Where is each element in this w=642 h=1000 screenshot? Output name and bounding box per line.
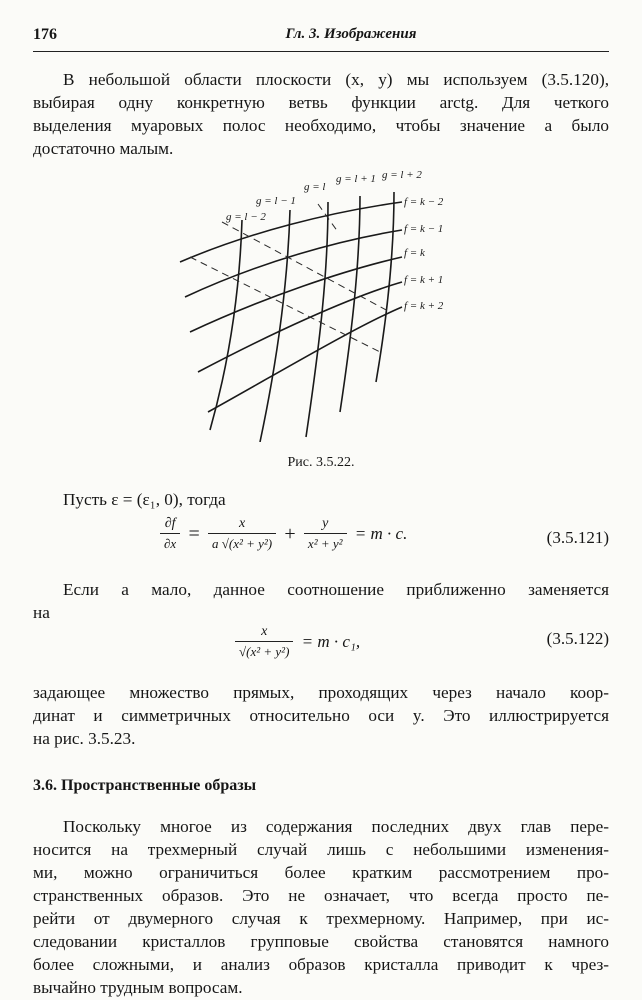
equation-number: (3.5.122): [546, 629, 609, 648]
denominator: ∂x: [164, 536, 177, 551]
intro-paragraph: [33, 68, 609, 160]
equation-3-5-121: [160, 515, 411, 553]
figure-labels: [226, 169, 444, 312]
header-rule: [33, 51, 609, 52]
denominator: √(x² + y²): [239, 644, 290, 659]
text-line: В небольшой области плоскости (x, y) мы используем (3.5.120),: [63, 70, 609, 89]
fraction-term1: [208, 515, 276, 553]
running-title: Гл. 3. Изображения: [285, 26, 417, 42]
label-g-l-plus-1: g = l + 1: [336, 173, 376, 185]
label-f-k-plus-2: f = k + 2: [404, 300, 444, 312]
label-g-l: g = l: [304, 181, 326, 193]
curve-f-k-plus-1: [198, 282, 402, 372]
curve-g-l-minus-2: [210, 220, 242, 430]
moire-fringe-line: [190, 257, 380, 352]
middle-paragraph: [33, 578, 609, 624]
equals-sign: =: [188, 522, 200, 545]
text-line: носится на трехмерный случай лишь с небольшими изменения-: [33, 840, 609, 859]
fraction-x-over-r: [235, 623, 293, 661]
text-line: выделения муаровых полос необходимо, чтобы значение a было: [33, 116, 609, 135]
numerator: x: [235, 623, 293, 642]
page-number: 176: [33, 26, 57, 43]
text-line: более сложными, и анализ образов кристалла приводит к чрез-: [33, 955, 609, 974]
denominator: x² + y²: [307, 536, 343, 551]
text-line: Поскольку многое из содержания последних двух глав пере-: [63, 817, 609, 836]
text-line: ми, можно ограничиться более кратким рассмотрением про-: [33, 863, 609, 882]
fraction-partial: [160, 515, 180, 553]
text-line: динат и симметричных относительно оси y. Это иллюстрируется: [33, 706, 609, 725]
text-line: достаточно малым.: [33, 139, 174, 158]
text-line: задающее множество прямых, проходящих через начало коор-: [33, 683, 609, 702]
text-line: следовании кристаллов групповые свойства становятся намного: [33, 932, 609, 951]
label-f-k-minus-2: f = k − 2: [404, 196, 444, 208]
text-line: Если a мало, данное соотношение приближенно заменяется: [63, 580, 609, 599]
numerator: ∂f: [160, 515, 180, 534]
curve-g-l-plus-1: [340, 196, 360, 412]
numerator: x: [208, 515, 276, 534]
equation-number: (3.5.121): [546, 528, 609, 547]
figure-caption: Рис. 3.5.22.: [287, 455, 355, 470]
curve-f-k-minus-1: [185, 230, 402, 297]
curve-f-k-plus-2: [208, 307, 402, 412]
fraction-term2: [304, 515, 347, 553]
text-line: выбирая одну конкретную ветвь функции arctg. Для четкого: [33, 93, 609, 112]
label-f-k-minus-1: f = k − 1: [404, 223, 444, 235]
text-line: рейти от двумерного случая к трехмерному. Например, при ис-: [33, 909, 609, 928]
numerator: y: [304, 515, 347, 534]
text-line: странственных образов. Это не означает, что всегда просто пе-: [33, 886, 609, 905]
let-line: Пусть ε = (ε₁, 0), тогда: [63, 490, 226, 509]
moire-figure: [170, 162, 470, 442]
denominator: a √(x² + y²): [211, 536, 273, 551]
text-line: на: [33, 603, 50, 622]
equation-rhs: = m · c.: [354, 524, 408, 543]
text-line: вычайно трудным вопросам.: [33, 978, 243, 997]
equation-3-5-122: [235, 623, 364, 661]
text-line: на рис. 3.5.23.: [33, 729, 136, 748]
plus-sign: +: [284, 522, 296, 545]
after-paragraph: [33, 681, 609, 750]
label-g-l-plus-2: g = l + 2: [382, 169, 422, 181]
equation-rhs: = m · c₁,: [301, 632, 361, 651]
curve-g-l: [306, 202, 328, 437]
label-g-l-minus-1: g = l − 1: [256, 195, 296, 207]
curve-f-k: [190, 257, 402, 332]
label-f-k: f = k: [404, 247, 425, 259]
section-paragraph: [33, 815, 609, 999]
section-heading: 3.6. Пространственные образы: [33, 777, 257, 794]
label-g-l-minus-2: g = l − 2: [226, 211, 266, 223]
page-header: [33, 26, 609, 50]
g-family-curves: [210, 192, 394, 442]
curve-f-k-minus-2: [180, 202, 402, 262]
label-f-k-plus-1: f = k + 1: [404, 274, 444, 286]
